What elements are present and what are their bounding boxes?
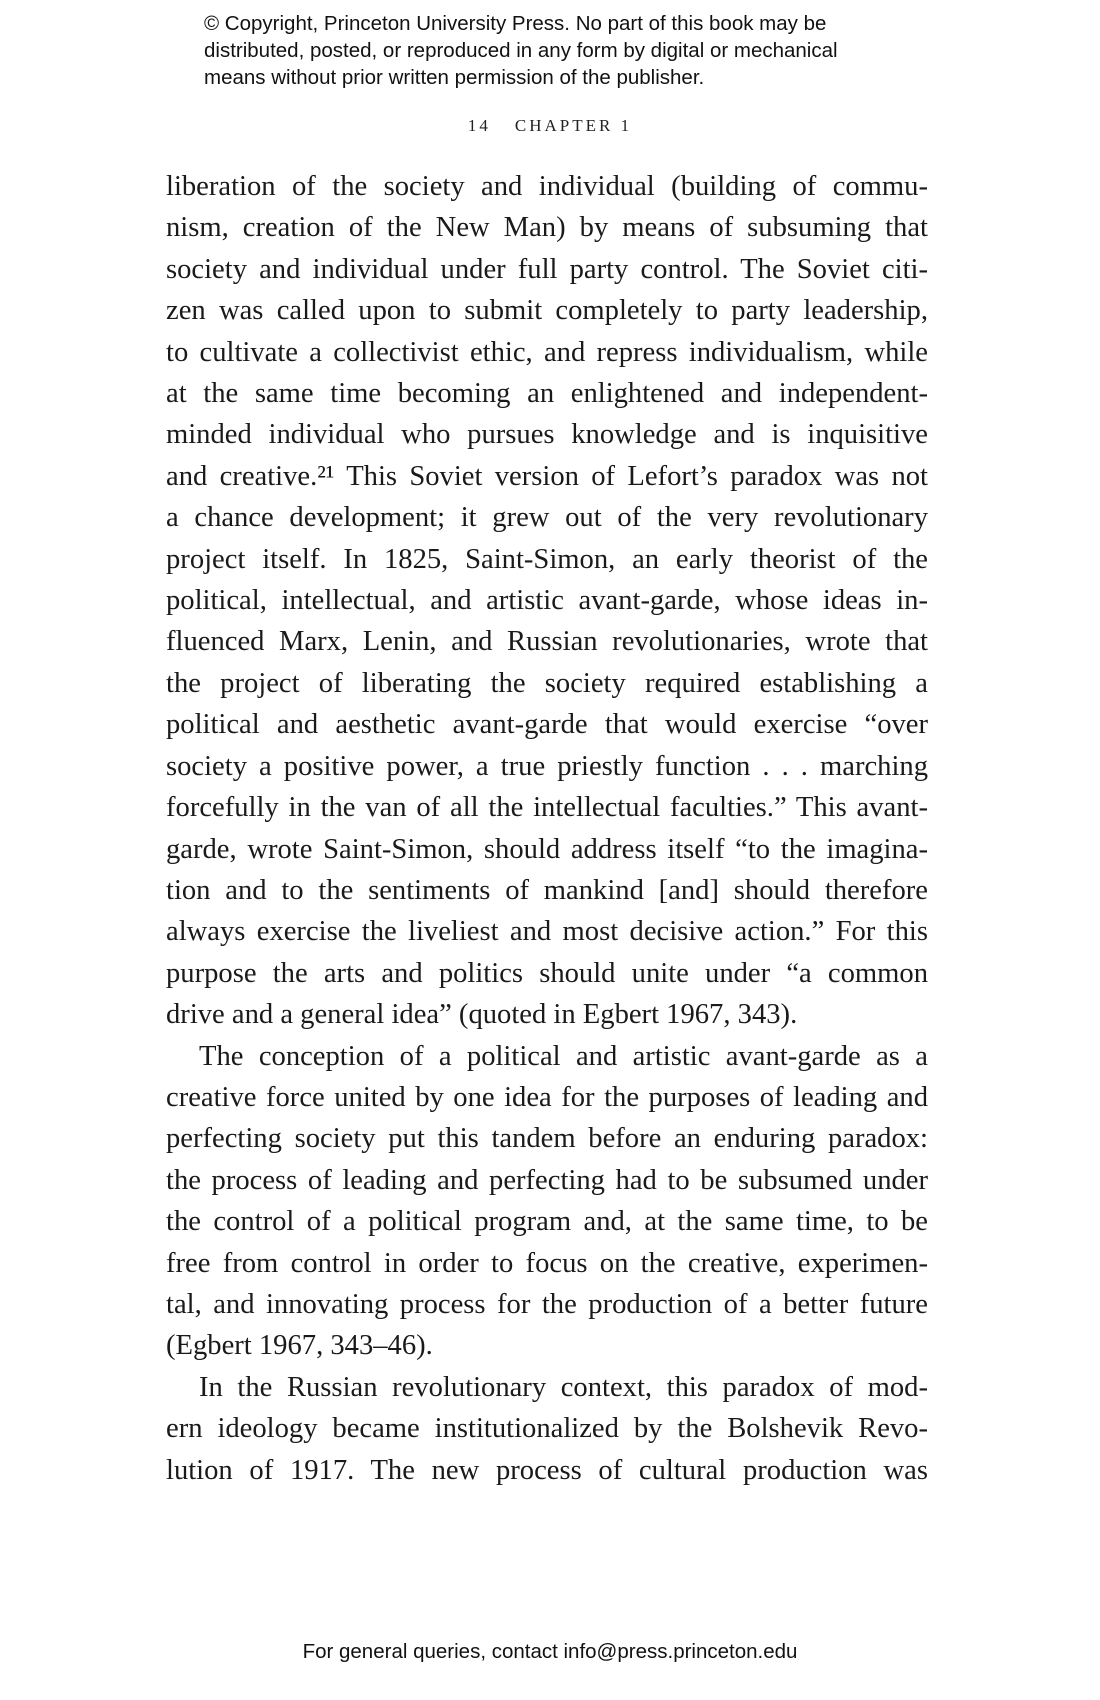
text-line: project itself. In 1825, Saint-Simon, an early theorist of the bbox=[166, 543, 928, 575]
text-line: liberation of the society and individual (building of commu- bbox=[166, 171, 928, 202]
text-line: society and individual under full party control. The Soviet citi- bbox=[166, 253, 928, 285]
text-line: tal, and innovating process for the production of a better future bbox=[166, 1288, 928, 1320]
text-line: The conception of a political and artistic avant-garde as a bbox=[199, 1040, 928, 1072]
copyright-line: distributed, posted, or reproduced in any form by digital or mechanical bbox=[204, 39, 838, 62]
chapter-label: CHAPTER 1 bbox=[514, 116, 633, 135]
footer-contact: For general queries, contact info@press.princeton.edu bbox=[302, 1640, 798, 1663]
text-line: garde, wrote Saint-Simon, should address itself “to the imagina- bbox=[166, 833, 928, 865]
text-line: (Egbert 1967, 343–46). bbox=[166, 1330, 433, 1362]
text-line: forcefully in the van of all the intellectual faculties.” This avant- bbox=[166, 792, 928, 824]
text-line: to cultivate a collectivist ethic, and repress individualism, while bbox=[166, 336, 928, 368]
text-line: free from control in order to focus on the creative, experimen- bbox=[166, 1247, 928, 1279]
body-text bbox=[166, 166, 928, 1491]
text-line: the project of liberating the society required establishing a bbox=[166, 667, 928, 699]
text-line: purpose the arts and politics should unite under “a common bbox=[166, 957, 928, 989]
page-number: 14 bbox=[467, 116, 491, 135]
text-line: society a positive power, a true priestly function . . . marching bbox=[166, 750, 928, 782]
text-line: creative force united by one idea for the purposes of leading and bbox=[166, 1081, 928, 1113]
text-line: ern ideology became institutionalized by the Bolshevik Revo- bbox=[166, 1413, 928, 1445]
text-line: political and aesthetic avant-garde that would exercise “over bbox=[166, 709, 928, 741]
text-line: drive and a general idea” (quoted in Egbert 1967, 343). bbox=[166, 999, 798, 1031]
text-line: the process of leading and perfecting had to be subsumed under bbox=[166, 1164, 928, 1196]
text-line: the control of a political program and, at the same time, to be bbox=[166, 1206, 928, 1238]
text-line: In the Russian revolutionary context, this paradox of mod- bbox=[199, 1371, 928, 1403]
text-line: tion and to the sentiments of mankind [and] should therefore bbox=[166, 874, 928, 906]
text-line: always exercise the liveliest and most decisive action.” For this bbox=[166, 916, 928, 948]
text-line: and creative.²¹ This Soviet version of Lefort’s paradox was not bbox=[166, 460, 928, 492]
text-line: a chance development; it grew out of the very revolutionary bbox=[166, 502, 928, 534]
text-line: nism, creation of the New Man) by means of subsuming that bbox=[166, 212, 928, 244]
text-line: political, intellectual, and artistic avant-garde, whose ideas in- bbox=[166, 585, 928, 617]
copyright-line: means without prior written permission of the publisher. bbox=[204, 66, 705, 89]
text-line: lution of 1917. The new process of cultural production was bbox=[166, 1454, 928, 1486]
text-line: perfecting society put this tandem before an enduring paradox: bbox=[166, 1123, 928, 1155]
text-line: fluenced Marx, Lenin, and Russian revolutionaries, wrote that bbox=[166, 626, 928, 658]
copyright-notice bbox=[204, 10, 924, 91]
text-line: minded individual who pursues knowledge and is inquisitive bbox=[166, 419, 928, 451]
running-head bbox=[0, 116, 1100, 136]
text-line: at the same time becoming an enlightened and independent- bbox=[166, 378, 928, 410]
text-line: zen was called upon to submit completely to party leadership, bbox=[166, 295, 928, 327]
paragraph bbox=[166, 166, 928, 1036]
copyright-line: © Copyright, Princeton University Press. No part of this book may be bbox=[204, 12, 827, 35]
paragraph bbox=[166, 1367, 928, 1491]
paragraph bbox=[166, 1036, 928, 1367]
